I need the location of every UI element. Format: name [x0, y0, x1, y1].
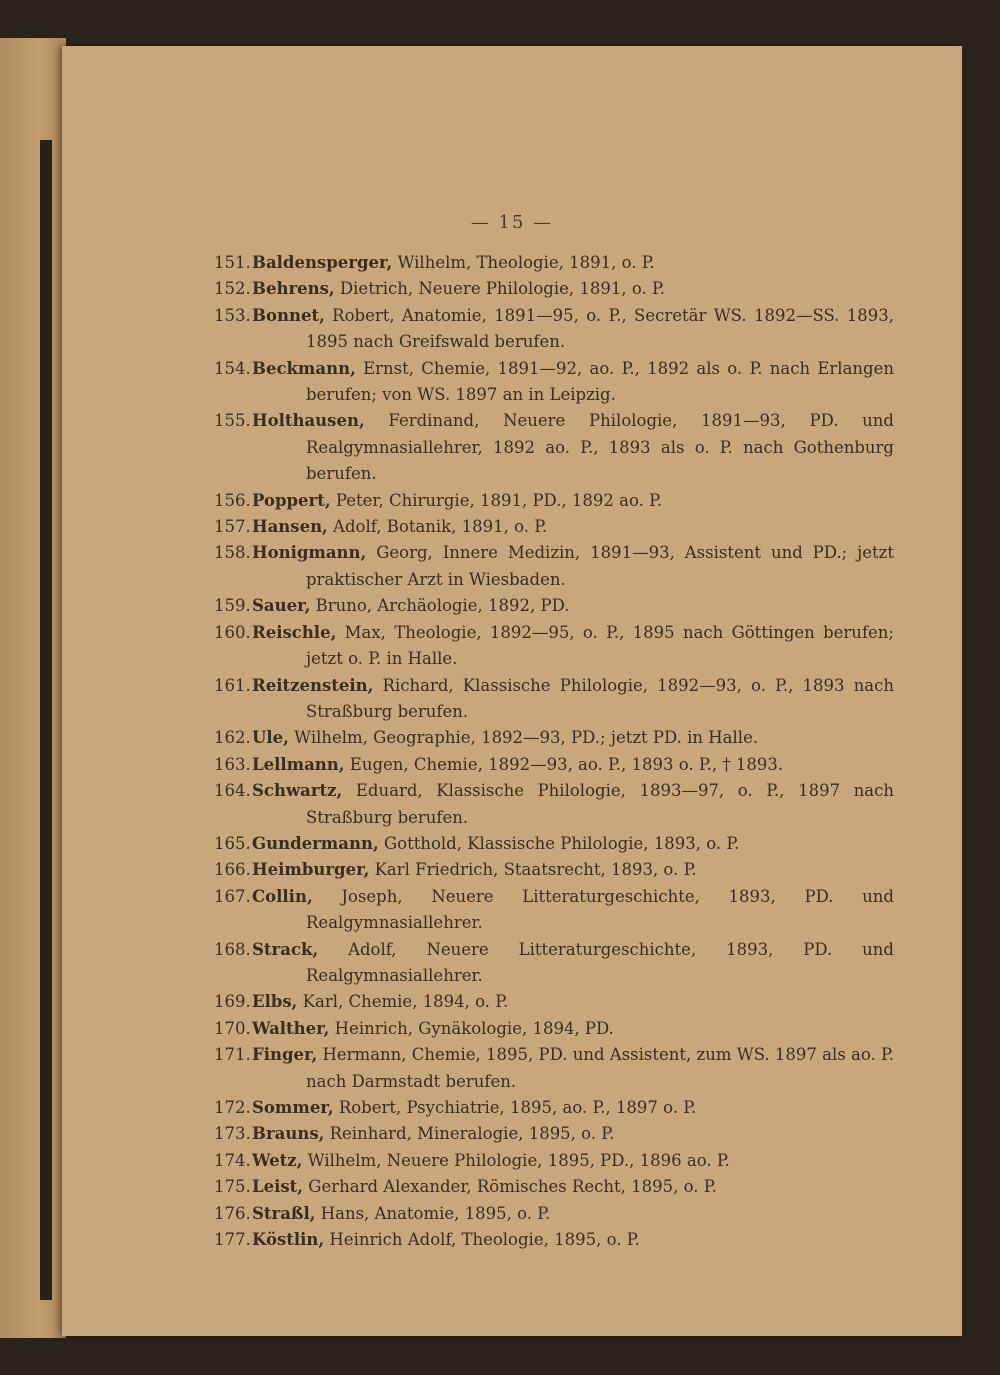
- document-page: [62, 46, 962, 1336]
- list-item: [214, 1227, 894, 1253]
- entry-text: Heinrich, Gynäkologie, 1894, PD.: [329, 1018, 614, 1038]
- list-item: [214, 778, 894, 831]
- entry-name: Heimburger,: [252, 860, 370, 880]
- entry-text: Robert, Psychiatrie, 1895, ao. P., 1897 o. P.: [333, 1098, 697, 1117]
- entry-number: 177.: [214, 1230, 251, 1250]
- list-item: [214, 937, 894, 990]
- entry-text: Gerhard Alexander, Römisches Recht, 1895, o. P.: [303, 1177, 717, 1197]
- entry-number: 152.: [214, 279, 251, 299]
- entry-number: 176.: [214, 1203, 251, 1223]
- entry-text: Wilhelm, Theologie, 1891, o. P.: [392, 253, 655, 272]
- entry-text: Wilhelm, Neuere Philologie, 1895, PD., 1896 ao. P.: [302, 1150, 730, 1170]
- entry-number: 164.: [214, 781, 251, 801]
- entry-name: Wetz,: [252, 1150, 303, 1170]
- entry-name: Reischle,: [252, 622, 337, 642]
- entry-number: 172.: [214, 1098, 251, 1117]
- entry-text: Dietrich, Neuere Philologie, 1891, o. P.: [334, 279, 665, 299]
- entry-text: Adolf, Neuere Litteraturgeschichte, 1893, PD. und Realgymnasiallehrer.: [306, 939, 894, 985]
- entry-name: Baldensperger,: [252, 253, 393, 272]
- entry-text: Adolf, Botanik, 1891, o. P.: [327, 517, 548, 537]
- entry-number: 166.: [214, 860, 251, 880]
- entry-number: 157.: [214, 517, 251, 537]
- entry-name: Elbs,: [252, 992, 298, 1012]
- entry-name: Bonnet,: [252, 305, 325, 325]
- entry-name: Sauer,: [252, 596, 311, 616]
- entry-name: Collin,: [252, 886, 313, 906]
- list-item: [214, 250, 894, 276]
- list-item: [214, 303, 894, 356]
- list-item: [214, 884, 894, 937]
- entry-name: Behrens,: [252, 279, 335, 299]
- entry-number: 158.: [214, 543, 251, 563]
- entry-text: Eugen, Chemie, 1892—93, ao. P., 1893 o. P., † 1893.: [344, 754, 784, 774]
- list-item: [214, 276, 894, 302]
- list-item: [214, 752, 894, 778]
- entry-number: 169.: [214, 992, 251, 1012]
- entry-name: Leist,: [252, 1177, 304, 1197]
- entry-text: Max, Theologie, 1892—95, o. P., 1895 nach Göttingen berufen; jetzt o. P. in Halle.: [306, 622, 894, 669]
- list-item: [214, 1174, 894, 1200]
- list-item: [214, 1121, 894, 1147]
- entry-number: 159.: [214, 596, 251, 616]
- entry-number: 168.: [214, 939, 251, 959]
- entry-text: Robert, Anatomie, 1891—95, o. P., Secretär WS. 1892—SS. 1893, 1895 nach Greifswald berufen.: [306, 305, 894, 352]
- list-item: [214, 1042, 894, 1095]
- entry-number: 165.: [214, 833, 251, 853]
- entry-text: Joseph, Neuere Litteraturgeschichte, 1893, PD. und Realgymnasiallehrer.: [306, 886, 894, 933]
- entry-name: Köstlin,: [252, 1230, 325, 1250]
- entry-number: 161.: [214, 675, 251, 695]
- entry-number: 151.: [214, 253, 251, 272]
- list-item: [214, 488, 894, 514]
- back-sheet: [0, 38, 66, 1338]
- list-item: [214, 857, 894, 883]
- entry-number: 153.: [214, 305, 251, 325]
- list-item: [214, 673, 894, 726]
- entry-number: 171.: [214, 1045, 251, 1065]
- list-item: [214, 593, 894, 619]
- entry-number: 155.: [214, 411, 251, 431]
- list-item: [214, 540, 894, 593]
- entry-name: Schwartz,: [252, 781, 343, 801]
- entry-name: Honigmann,: [252, 543, 367, 563]
- book-spine: [40, 140, 52, 1300]
- entry-text: Hans, Anatomie, 1895, o. P.: [315, 1203, 551, 1223]
- entry-name: Reitzenstein,: [252, 675, 374, 695]
- entry-number: 156.: [214, 490, 251, 510]
- entry-list: [214, 250, 894, 1253]
- entry-text: Georg, Innere Medizin, 1891—93, Assistent und PD.; jetzt praktischer Arzt in Wiesbaden.: [306, 543, 894, 589]
- list-item: [214, 620, 894, 673]
- list-item: [214, 1201, 894, 1227]
- entry-number: 163.: [214, 754, 251, 774]
- entry-name: Poppert,: [252, 490, 331, 510]
- entry-name: Finger,: [252, 1045, 318, 1065]
- entry-text: Wilhelm, Geographie, 1892—93, PD.; jetzt PD. in Halle.: [288, 728, 759, 748]
- list-item: [214, 1148, 894, 1174]
- entry-number: 175.: [214, 1177, 251, 1197]
- list-item: [214, 408, 894, 487]
- entry-text: Bruno, Archäologie, 1892, PD.: [310, 596, 570, 616]
- list-item: [214, 989, 894, 1015]
- entry-name: Holthausen,: [252, 411, 365, 431]
- entry-name: Gundermann,: [252, 833, 379, 853]
- entry-name: Ule,: [252, 728, 289, 748]
- entry-number: 160.: [214, 622, 251, 642]
- entry-name: Beckmann,: [252, 358, 356, 378]
- entry-text: Karl, Chemie, 1894, o. P.: [297, 992, 509, 1012]
- list-item: [214, 725, 894, 751]
- entry-name: Strack,: [252, 939, 319, 959]
- list-item: [214, 831, 894, 857]
- list-item: [214, 514, 894, 540]
- entry-text: Reinhard, Mineralogie, 1895, o. P.: [324, 1124, 615, 1144]
- list-item: [214, 1016, 894, 1042]
- entry-name: Walther,: [252, 1018, 330, 1038]
- entry-text: Hermann, Chemie, 1895, PD. und Assistent, zum WS. 1897 als ao. P. nach Darmstadt berufen.: [306, 1045, 894, 1091]
- entry-number: 167.: [214, 886, 251, 906]
- entry-number: 174.: [214, 1150, 251, 1170]
- entry-name: Hansen,: [252, 517, 328, 537]
- entry-text: Richard, Klassische Philologie, 1892—93, o. P., 1893 nach Straßburg berufen.: [306, 675, 894, 721]
- entry-number: 170.: [214, 1018, 251, 1038]
- entry-text: Ferdinand, Neuere Philologie, 1891—93, PD. und Realgymnasiallehrer, 1892 ao. P., 1893 als o. P. nach Gothenburg berufen.: [306, 411, 894, 484]
- entry-name: Straßl,: [252, 1203, 316, 1223]
- entry-text: Peter, Chirurgie, 1891, PD., 1892 ao. P.: [330, 490, 663, 510]
- entry-number: 154.: [214, 358, 251, 378]
- entry-number: 162.: [214, 728, 251, 748]
- entry-text: Gotthold, Klassische Philologie, 1893, o. P.: [378, 833, 740, 853]
- list-item: [214, 356, 894, 409]
- entry-number: 173.: [214, 1124, 251, 1144]
- list-item: [214, 1095, 894, 1121]
- entry-name: Lellmann,: [252, 754, 345, 774]
- entry-text: Ernst, Chemie, 1891—92, ao. P., 1892 als o. P. nach Erlangen berufen; von WS. 1897 an in Leipzig.: [306, 358, 894, 405]
- page-number: — 15 —: [470, 212, 554, 233]
- entry-text: Heinrich Adolf, Theologie, 1895, o. P.: [324, 1230, 640, 1250]
- entry-name: Brauns,: [252, 1124, 325, 1144]
- entry-text: Eduard, Klassische Philologie, 1893—97, o. P., 1897 nach Straßburg berufen.: [306, 781, 894, 827]
- entry-text: Karl Friedrich, Staatsrecht, 1893, o. P.: [369, 860, 697, 880]
- entry-name: Sommer,: [252, 1098, 334, 1117]
